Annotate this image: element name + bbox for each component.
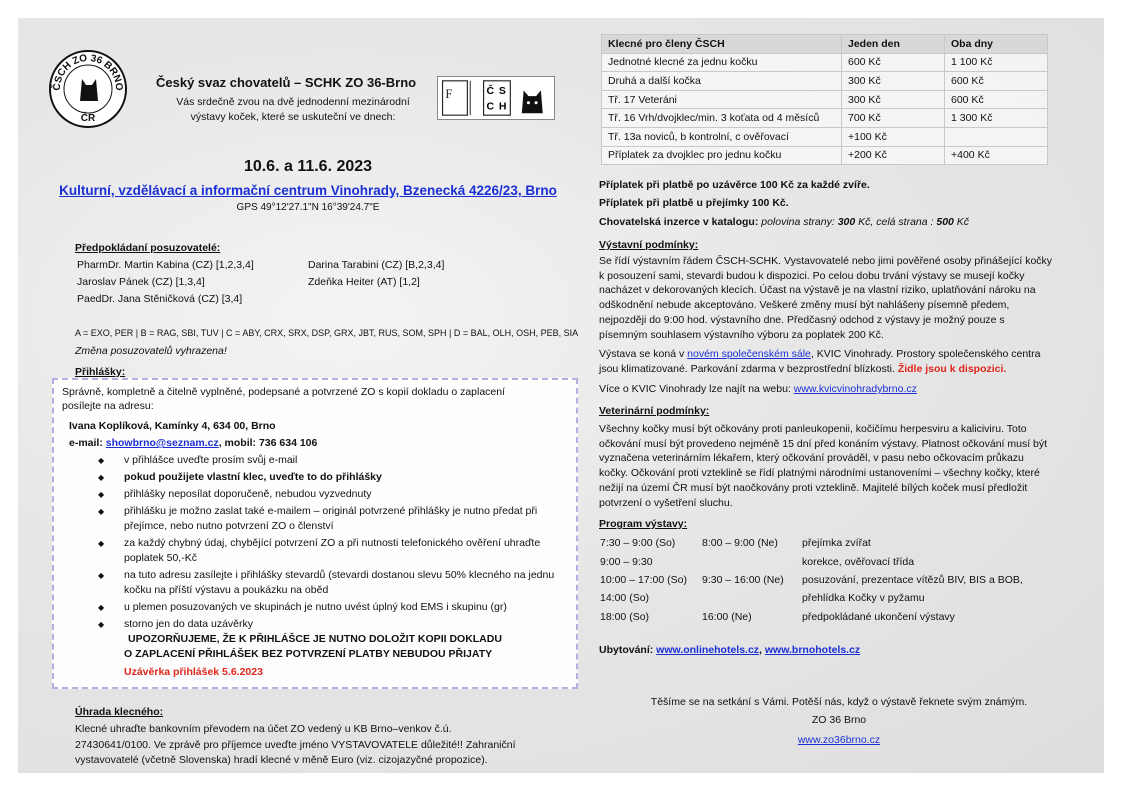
fees-cell: Tř. 13a noviců, b kontrolní, c ověřovací [602,127,842,146]
application-rule-cont: poplatek 50,-Kč [124,552,197,564]
program-time: 14:00 (So) [600,592,650,605]
fees-cell: Druhá a další kočka [602,72,842,91]
vet-line: potvrzení o vyšetření sluchu. [599,496,733,509]
venue-link-text[interactable]: Kulturní, vzdělávací a informační centrum Vinohrady, Bzenecká 4226/23, Brno [59,183,557,198]
leaflet-page [18,18,1104,773]
payment-text [75,722,545,769]
conditions-line: písemným souhlasem výstavního výboru za poplatek 200 Kč. [599,328,884,341]
email-label: e-mail: [69,437,106,449]
gps-coordinates: GPS 49°12'27.1"N 16°39'24.7"E [236,202,380,213]
program-time: 8:00 – 9:00 (Ne) [702,537,778,550]
applications-deadline: Uzávěrka přihlášek 5.6.2023 [124,666,263,678]
catalog-full: Kč, celá strana : [855,216,937,228]
vet-line: nežijí na území ČR musí být naočkovány proti vzteklině. Majitelé bílých koček musí předložit [599,481,1028,494]
fees-cell: Jednotné klecné za jednu kočku [602,53,842,72]
program-time: 18:00 (So) [600,610,650,623]
fife-csch-logo [437,76,555,120]
program-activity: předpokládané ukončení výstavy [802,610,955,623]
vet-line: vyznačena veterinárním lékařem, který očkování prováděl, v pasu nebo očkovacím průkazu [599,452,1024,465]
fife-letter-f: F [445,87,453,101]
invitation-line-2: výstavy koček, které se uskuteční ve dnech: [190,111,396,123]
kvic-pre: Více o KVIC Vinohrady lze najít na webu: [599,383,794,395]
program-row [600,534,1072,552]
logo-text-bottom: ČR [80,113,96,124]
conditions-line: nejpozději do 9:00 hod. výstavního dne. Předčasný odchod z výstavy je možný pouze s [599,313,1005,326]
conditions-title: Výstavní podmínky: [599,239,699,251]
fees-cell [945,127,1048,146]
diamond-bullet-icon: ◆ [98,456,105,465]
program-row [600,552,1072,570]
application-rule: za každý chybný údaj, chybějící potvrzení ZO a při nutnosti telefonického ověření uhraďte [124,537,541,549]
email-link[interactable]: showbrno@seznam.cz [105,437,219,449]
program-activity: přejímka zvířat [802,537,871,550]
fees-row [602,90,1048,109]
application-rule: storno jen do data uzávěrky [124,618,253,630]
payment-warning-1: UPOZORŇUJEME, ŽE K PŘIHLÁŠCE JE NUTNO DOLOŽIT KOPII DOKLADU [128,633,502,645]
program-activity: korekce, ověřovací třída [802,555,915,568]
judges-change-note: Změna posuzovatelů vyhrazena! [75,345,227,357]
diamond-bullet-icon: ◆ [98,490,105,499]
payment-title: Úhrada klecného: [75,706,164,718]
brnohotels-link[interactable]: www.brnohotels.cz [764,644,861,656]
csch-letter-c2: C [486,100,495,113]
applications-box [52,378,578,689]
program-time: 10:00 – 17:00 (So) [600,573,687,586]
conditions-line: Se řídí výstavním řádem ČSCH-SCHK. Vystavovatelé nebo jimi pověřené osoby přinášející kočky [599,255,1053,267]
fees-row [602,53,1048,72]
accommodation [599,644,860,656]
fees-cell: 300 Kč [842,90,945,109]
payment-line: vystavovatelé (včetně Slovenska) hradí klecné v měně Euro (viz. cizojazyčné propozice). [75,754,488,766]
invitation-line-1: Vás srdečně zvou na dvě jednodenní mezinárodní [176,96,410,108]
diamond-bullet-icon: ◆ [98,620,105,629]
applications-intro-1: Správně, kompletně a čitelně vyplněné, podepsané a potvrzené ZO s kopií dokladu o zaplacení [62,386,506,398]
hall-info [599,347,1086,376]
csch-letter-h: H [498,100,507,113]
fees-cell: +100 Kč [842,127,945,146]
application-rule-cont: přejímce, nebo nutno potvrzení ZO o členství [124,520,334,532]
invitation-text [168,95,418,125]
diamond-bullet-icon: ◆ [98,473,105,482]
fees-cell: +400 Kč [945,146,1048,165]
vet-title: Veterinární podmínky: [599,405,710,417]
fees-header-cell: Oba dny [945,35,1048,54]
program-time: 9:00 – 9:30 [600,555,653,568]
late-surcharge: Příplatek při platbě po uzávěrce 100 Kč za každé zvíře. [599,179,870,191]
judges-title: Předpokládaní posuzovatelé: [75,242,221,254]
program-row [600,571,1072,589]
applications-address: Ivana Koplíková, Kamínky 4, 634 00, Brno [69,420,276,432]
club-logo [48,49,128,129]
fees-row [602,146,1048,165]
fees-row [602,72,1048,91]
organization-name: Český svaz chovatelů – SCHK ZO 36-Brno [156,75,417,90]
fees-row [602,109,1048,128]
applications-title: Přihlášky: [75,366,126,378]
fees-cell: 600 Kč [945,90,1048,109]
conditions-line: k posouzení sami, stevardi budou k dispozici. Po celou dobu trvání výstavy se musejí kočky [599,269,1025,282]
onsite-surcharge: Příplatek při platbě u přejímky 100 Kč. [599,197,789,209]
program-row [600,589,1072,607]
fees-cell: +200 Kč [842,146,945,165]
accommodation-separator: , [759,644,765,656]
catalog-ads [599,216,969,228]
payment-line: Klecné uhraďte bankovním převodem na účet ZO vedený u KB Brno–venkov č.ú. [75,723,452,735]
application-rule: u plemen posuzovaných ve skupinách je nutno uvést úplný kod EMS i skupinu (gr) [124,601,507,613]
diamond-bullet-icon: ◆ [98,507,105,516]
kvic-info [599,383,917,395]
program-title: Program výstavy: [599,518,688,530]
conditions-line: nacházet v dekorovaných klecích. Účast na výstavě je na vlastní riziko, uplatňování nároku na [599,284,1036,297]
fees-header-row [602,35,1048,54]
fees-cell: 1 300 Kč [945,109,1048,128]
csch-letter-c1: Č [486,85,495,98]
footer-signature: ZO 36 Brno [811,714,867,726]
application-rule: pokud použijete vlastní klec, uveďte to do přihlášky [124,471,382,483]
application-rule: přihlášku je možno zaslat také e-mailem – originál potvrzené přihlášky je nutno předat při [124,505,538,517]
program-activity: posuzování, prezentace vítězů BIV, BIS a BOB, [802,573,1023,586]
program-row [600,608,1072,626]
catalog-full-price: 500 [936,216,954,228]
hall-post: , KVIC Vinohrady. Prostory společenského centra [810,348,1041,360]
fees-cell: 600 Kč [945,72,1048,91]
fees-cell: 1 100 Kč [945,53,1048,72]
fees-cell: 300 Kč [842,72,945,91]
judge-item: Darina Tarabini (CZ) [B,2,3,4] [308,259,445,271]
cat-head-icon [522,90,543,113]
program-time [702,552,802,570]
fees-header-cell: Jeden den [842,35,945,54]
footer-website[interactable] [599,734,1079,746]
kvic-link[interactable]: www.kvicvinohradybrno.cz [793,383,917,395]
judge-item: Jaroslav Pánek (CZ) [1,3,4] [77,276,205,288]
application-rule: přihlášky neposílat doporučeně, nebudou vyzvednuty [124,488,372,500]
vet-line: Všechny kočky musí být očkovány proti panleukopenii, kočičímu herpesviru a kaliciviru. Toto [599,423,1027,435]
program-table [600,534,1072,626]
program-time [702,589,802,607]
footer-greeting: Těšíme se na setkání s Vámi. Potěší nás, když o výstavě řeknete svým známým. [650,696,1028,708]
website-link[interactable]: www.zo36brno.cz [797,734,881,746]
conditions-text [599,254,1086,342]
program-time: 9:30 – 16:00 (Ne) [702,573,784,586]
catalog-label: Chovatelská inzerce v katalogu: [599,216,759,228]
fees-cell: Tř. 16 Vrh/dvojklec/min. 3 koťata od 4 měsíců [602,109,842,128]
fees-cell: Tř. 17 Veteráni [602,90,842,109]
judge-item: Zdeňka Heiter (AT) [1,2] [308,276,420,288]
diamond-bullet-icon: ◆ [98,603,105,612]
vet-text [599,422,1086,510]
hall-pre: Výstava se koná v [599,348,688,360]
program-time: 7:30 – 9:00 (So) [600,537,676,550]
payment-warning-2: O ZAPLACENÍ PŘIHLÁŠEK BEZ POTVRZENÍ PLATBY NEBUDOU PŘIJATY [124,648,493,660]
application-rule-cont: kočku na příští výstavu a poukázku na oběd [124,584,329,596]
fees-cell: 700 Kč [842,109,945,128]
diamond-bullet-icon: ◆ [98,571,105,580]
judge-item: PaedDr. Jana Stěničková (CZ) [3,4] [77,293,243,305]
fees-cell: 600 Kč [842,53,945,72]
catalog-end: Kč [953,216,970,228]
program-time: 16:00 (Ne) [702,610,752,623]
fees-header-cell: Klecné pro členy ČSCH [602,35,842,54]
show-dates: 10.6. a 11.6. 2023 [243,158,373,175]
catalog-half: polovina strany: [758,216,838,228]
diamond-bullet-icon: ◆ [98,539,105,548]
chairs-note: Židle jsou k dispozici. [897,362,1007,375]
application-rule: na tuto adresu zasílejte i přihlášky stevardů (stevardi dostanou slevu 50% klecného na jednu [124,569,555,581]
applications-intro-2: posílejte na adresu: [62,400,154,412]
fees-cell: Příplatek za dvojklec pro jednu kočku [602,146,842,165]
fees-table [601,34,1048,165]
vet-line: očkování musí být provedeno nejméně 15 dní před konáním výstavy. Platnost očkování musí být [599,437,1048,450]
onlinehotels-link[interactable]: www.onlinehotels.cz [656,644,760,656]
accommodation-label: Ubytování: [599,644,657,656]
logo-text-top: ČSCH ZO 36 BRNO [51,52,125,91]
venue-link[interactable] [18,183,598,198]
catalog-half-price: 300 [837,216,856,228]
judge-item: PharmDr. Martin Kabina (CZ) [1,2,3,4] [77,259,254,271]
vet-line: kočky. Očkování proti vzteklině se řídí platnými národními ustanoveními – všechny kočky, které [599,467,1040,480]
hall-link[interactable]: novém společenském sále [687,348,811,360]
conditions-line: odškodnění nebude akceptováno. Veškeré změny musí být nahlášeny písemně předem, [599,299,1010,312]
mobile-number: , mobil: 736 634 106 [218,437,318,449]
payment-line: 27430641/0100. Ve zprávě pro příjemce uveďte jméno VYSTAVOVATELE důležité!! Zahraniční [75,738,516,751]
csch-letter-s: S [498,85,506,98]
application-rule: v přihlášce uveďte prosím svůj e-mail [124,454,298,466]
applications-contact [69,436,317,451]
program-activity: přehlídka Kočky v pyžamu [802,592,925,605]
breed-groups: A = EXO, PER | B = RAG, SBI, TUV | C = ABY, CRX, SRX, DSP, GRX, JBT, RUS, SOM, SPH | D = BAL, OLH, OSH, PEB, SIA [75,328,579,338]
fees-row [602,127,1048,146]
hall-line-2: jsou klimatizované. Parkování zdarma v bezprostřední blízkosti. [599,362,898,375]
